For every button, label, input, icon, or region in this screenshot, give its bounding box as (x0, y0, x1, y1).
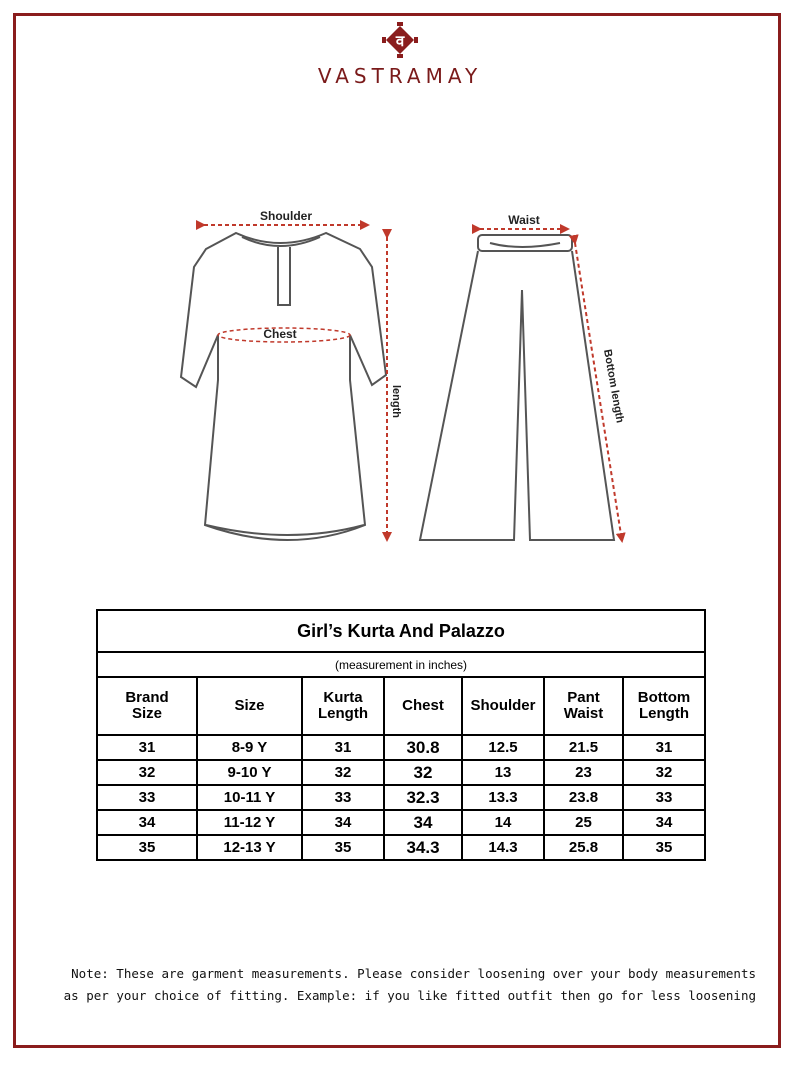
table-header-text: Length (639, 705, 690, 722)
brand-name: VASTRAMAY (317, 64, 483, 88)
table-cell: 11-12 Y (197, 810, 302, 835)
table-cell: 31 (97, 735, 197, 760)
vastramay-logo-icon (382, 22, 418, 58)
chest-label: Chest (263, 327, 297, 341)
table-cell: 35 (302, 835, 384, 860)
note-line-1: Note: These are garment measurements. Please consider loosening over your body measurements (71, 966, 756, 981)
table-cell: 35 (623, 835, 705, 860)
table-cell: 34.3 (384, 835, 462, 860)
table-cell: 14.3 (462, 835, 544, 860)
table-row (97, 760, 705, 785)
table-row (97, 735, 705, 760)
table-header-text: Waist (563, 705, 604, 722)
table-cell: 33 (623, 785, 705, 810)
table-header-text: Brand (125, 689, 169, 706)
table-cell: 32.3 (384, 785, 462, 810)
table-cell: 32 (384, 760, 462, 785)
table-header-cell (302, 677, 384, 735)
table-header-text: Pant (567, 689, 600, 706)
table-header-text: Bottom (637, 689, 691, 706)
table-cell: 12-13 Y (197, 835, 302, 860)
table-cell: 31 (302, 735, 384, 760)
table-header-text: Shoulder (470, 697, 536, 714)
table-cell: 34 (623, 810, 705, 835)
table-cell: 34 (97, 810, 197, 835)
table-header-text: Length (318, 705, 368, 722)
table-cell: 33 (302, 785, 384, 810)
table-row (97, 810, 705, 835)
table-cell: 23.8 (544, 785, 623, 810)
table-cell: 32 (623, 760, 705, 785)
table-header-row (97, 677, 705, 735)
table-header-cell (544, 677, 623, 735)
table-cell: 32 (97, 760, 197, 785)
table-cell: 35 (97, 835, 197, 860)
table-cell: 33 (97, 785, 197, 810)
table-cell: 13.3 (462, 785, 544, 810)
table-header-cell (623, 677, 705, 735)
table-header-cell (462, 677, 544, 735)
shoulder-label: Shoulder (259, 209, 313, 223)
table-header-cell (97, 677, 197, 735)
table-subtitle: (measurement in inches) (97, 652, 705, 677)
length-label: length (390, 385, 402, 418)
table-row (97, 785, 705, 810)
table-cell: 30.8 (384, 735, 462, 760)
table-cell: 31 (623, 735, 705, 760)
table-header-text: Size (131, 705, 162, 722)
table-row (97, 835, 705, 860)
table-cell: 14 (462, 810, 544, 835)
garment-diagram (0, 195, 800, 555)
table-cell: 25 (544, 810, 623, 835)
table-header-text: Size (234, 697, 265, 714)
table-cell: 10-11 Y (197, 785, 302, 810)
table-cell: 8-9 Y (197, 735, 302, 760)
table-cell: 32 (302, 760, 384, 785)
kurta-outline (181, 233, 386, 540)
table-header-text: Kurta (323, 689, 363, 706)
waist-label: Waist (508, 213, 540, 227)
table-cell: 21.5 (544, 735, 623, 760)
table-cell: 34 (302, 810, 384, 835)
note-line-2: as per your choice of fitting. Example: if you like fitted outfit then go for less loosening (63, 988, 756, 1003)
size-chart-table (96, 609, 706, 861)
table-body (97, 735, 705, 860)
palazzo-outline (420, 235, 614, 540)
table-header-cell (197, 677, 302, 735)
table-cell: 13 (462, 760, 544, 785)
table-cell: 9-10 Y (197, 760, 302, 785)
bottom-length-label: Bottom length (601, 348, 626, 424)
table-cell: 34 (384, 810, 462, 835)
logo-glyph: व (395, 32, 405, 50)
table-cell: 12.5 (462, 735, 544, 760)
table-cell: 25.8 (544, 835, 623, 860)
fitting-note (36, 963, 756, 1007)
table-cell: 23 (544, 760, 623, 785)
table-header-text: Chest (402, 697, 444, 714)
table-title: Girl’s Kurta And Palazzo (97, 610, 705, 652)
table-header-cell (384, 677, 462, 735)
